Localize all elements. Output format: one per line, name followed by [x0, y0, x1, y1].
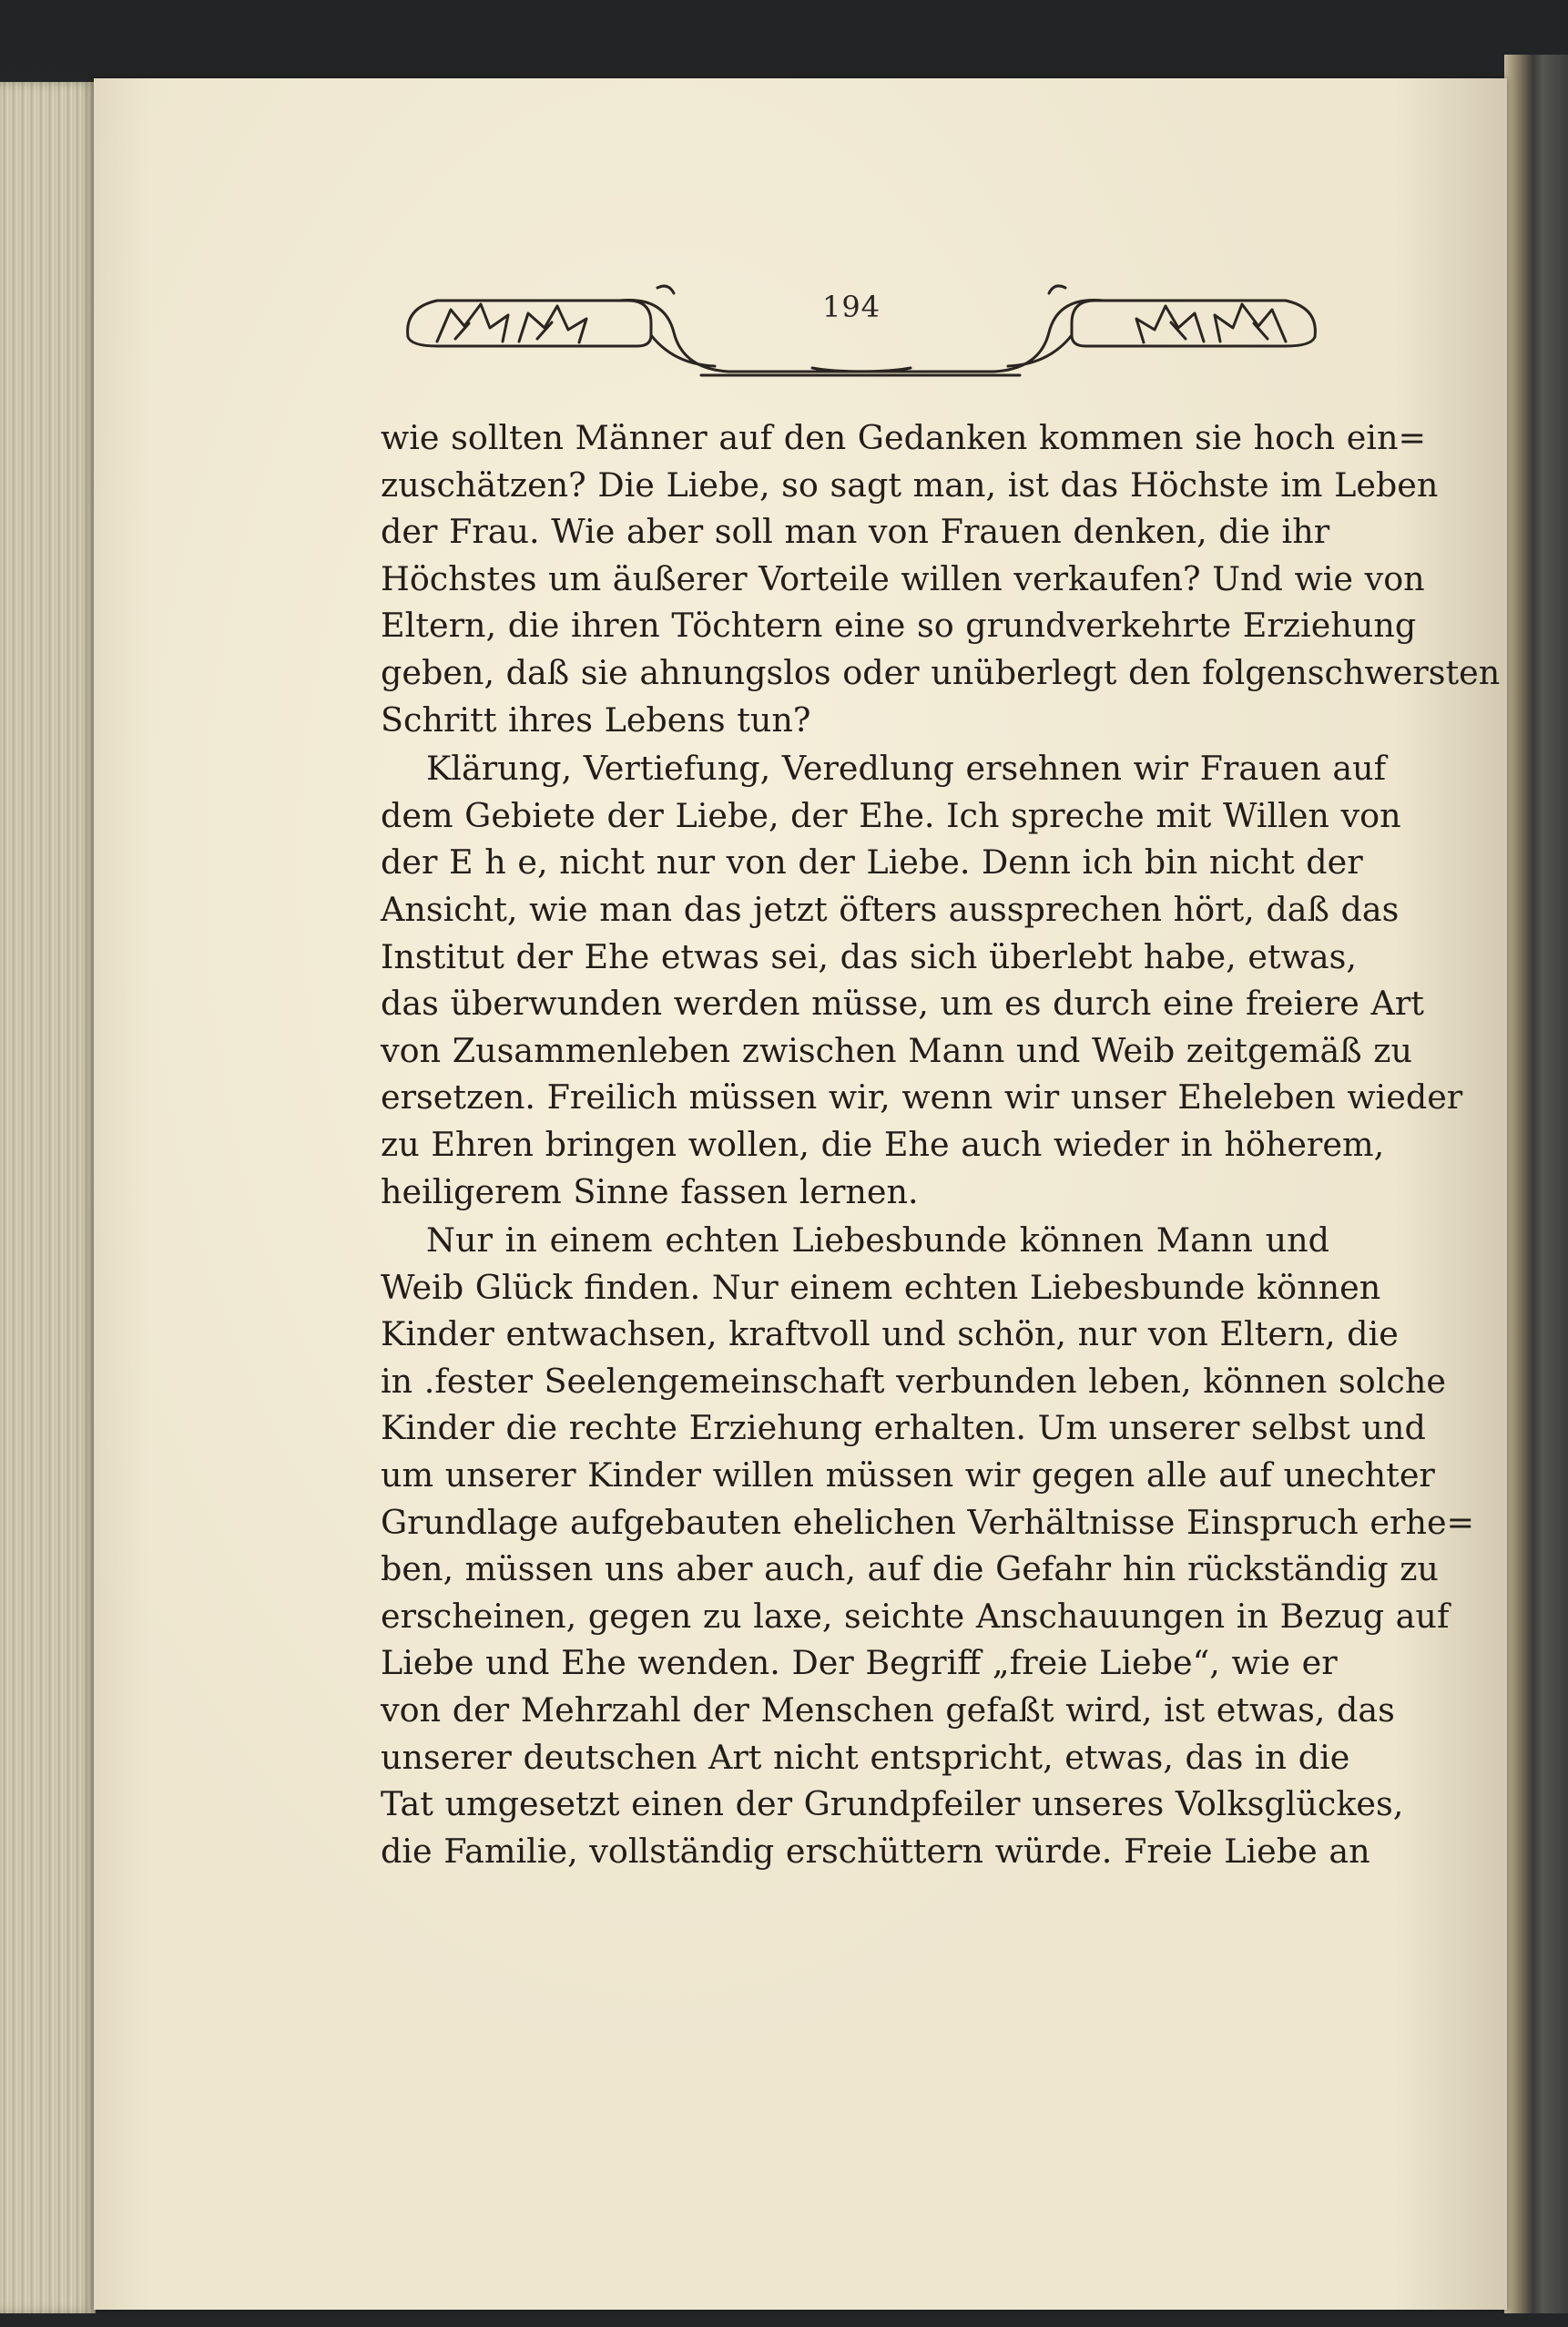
text-line: geben, daß sie ahnungslos oder unüberlegt den folgenschwersten	[381, 652, 1501, 692]
text-line: ersetzen. Freilich müssen wir, wenn wir unser Eheleben wieder	[381, 1077, 1463, 1118]
ornament-leaf-3	[1215, 304, 1286, 342]
text-line: Höchstes um äußerer Vorteile willen verkaufen? Und wie von	[381, 558, 1425, 598]
text-line: Weib Glück finden. Nur einem echten Liebesbunde können	[381, 1267, 1381, 1307]
text-line: in .fester Seelengemeinschaft verbunden leben, können solche	[381, 1361, 1446, 1401]
text-line: dem Gebiete der Liebe, der Ehe. Ich spreche mit Willen von	[381, 795, 1401, 835]
text-line: das überwunden werden müsse, um es durch eine freiere Art	[381, 984, 1424, 1024]
text-line: Tat umgesetzt einen der Grundpfeiler unseres Volksglückes,	[381, 1784, 1404, 1824]
text-line: erscheinen, gegen zu laxe, seichte Anschauungen in Bezug auf	[381, 1596, 1450, 1636]
text-line: Grundlage aufgebauten ehelichen Verhältnisse Einspruch erhe=	[381, 1502, 1475, 1542]
ornament-leaf-1	[437, 304, 508, 342]
ornament-leaf-4	[1136, 306, 1204, 342]
paragraph-start-line: Klärung, Vertiefung, Veredlung ersehnen wir Frauen auf	[426, 749, 1387, 789]
text-line: Institut der Ehe etwas sei, das sich überlebt habe, etwas,	[381, 936, 1357, 976]
text-line: wie sollten Männer auf den Gedanken kommen sie hoch ein=	[381, 418, 1427, 457]
text-line: von der Mehrzahl der Menschen gefaßt wird, ist etwas, das	[381, 1690, 1395, 1730]
text-line: der Frau. Wie aber soll man von Frauen denken, die ihr	[381, 512, 1330, 552]
text-line: heiligerem Sinne fassen lernen.	[381, 1171, 919, 1211]
book-binding	[1504, 55, 1568, 2313]
text-line: die Familie, vollständig erschüttern würde. Freie Liebe an	[381, 1831, 1370, 1871]
text-line: Schritt ihres Lebens tun?	[381, 699, 811, 740]
text-line: um unserer Kinder willen müssen wir gegen alle auf unechter	[381, 1455, 1435, 1495]
text-line: Kinder entwachsen, kraftvoll und schön, nur von Eltern, die	[381, 1314, 1399, 1354]
text-line: der E h e, nicht nur von der Liebe. Denn ich bin nicht der	[381, 842, 1363, 883]
text-line: von Zusammenleben zwischen Mann und Weib zeitgemäß zu	[381, 1030, 1413, 1070]
text-line: zuschätzen? Die Liebe, so sagt man, ist das Höchste im Leben	[381, 464, 1439, 505]
text-line: Eltern, die ihren Töchtern eine so grundverkehrte Erziehung	[381, 606, 1417, 646]
ornament-leaf-2	[519, 306, 586, 342]
text-line: unserer deutschen Art nicht entspricht, etwas, das in die	[381, 1737, 1350, 1777]
page-number: 194	[821, 290, 881, 324]
page-edges-stack	[0, 82, 96, 2313]
text-line: ben, müssen uns aber auch, auf die Gefahr hin rückständig zu	[381, 1549, 1439, 1589]
text-line: Ansicht, wie man das jetzt öfters aussprechen hört, daß das	[381, 889, 1400, 929]
text-line: Liebe und Ehe wenden. Der Begriff „freie Liebe“, wie er	[381, 1643, 1338, 1683]
body-text	[381, 414, 1501, 1874]
text-line: zu Ehren bringen wollen, die Ehe auch wieder in höherem,	[381, 1124, 1385, 1164]
text-line: Kinder die rechte Erziehung erhalten. Um unserer selbst und	[381, 1408, 1426, 1448]
paragraph-start-line: Nur in einem echten Liebesbunde können Mann und	[426, 1220, 1329, 1260]
